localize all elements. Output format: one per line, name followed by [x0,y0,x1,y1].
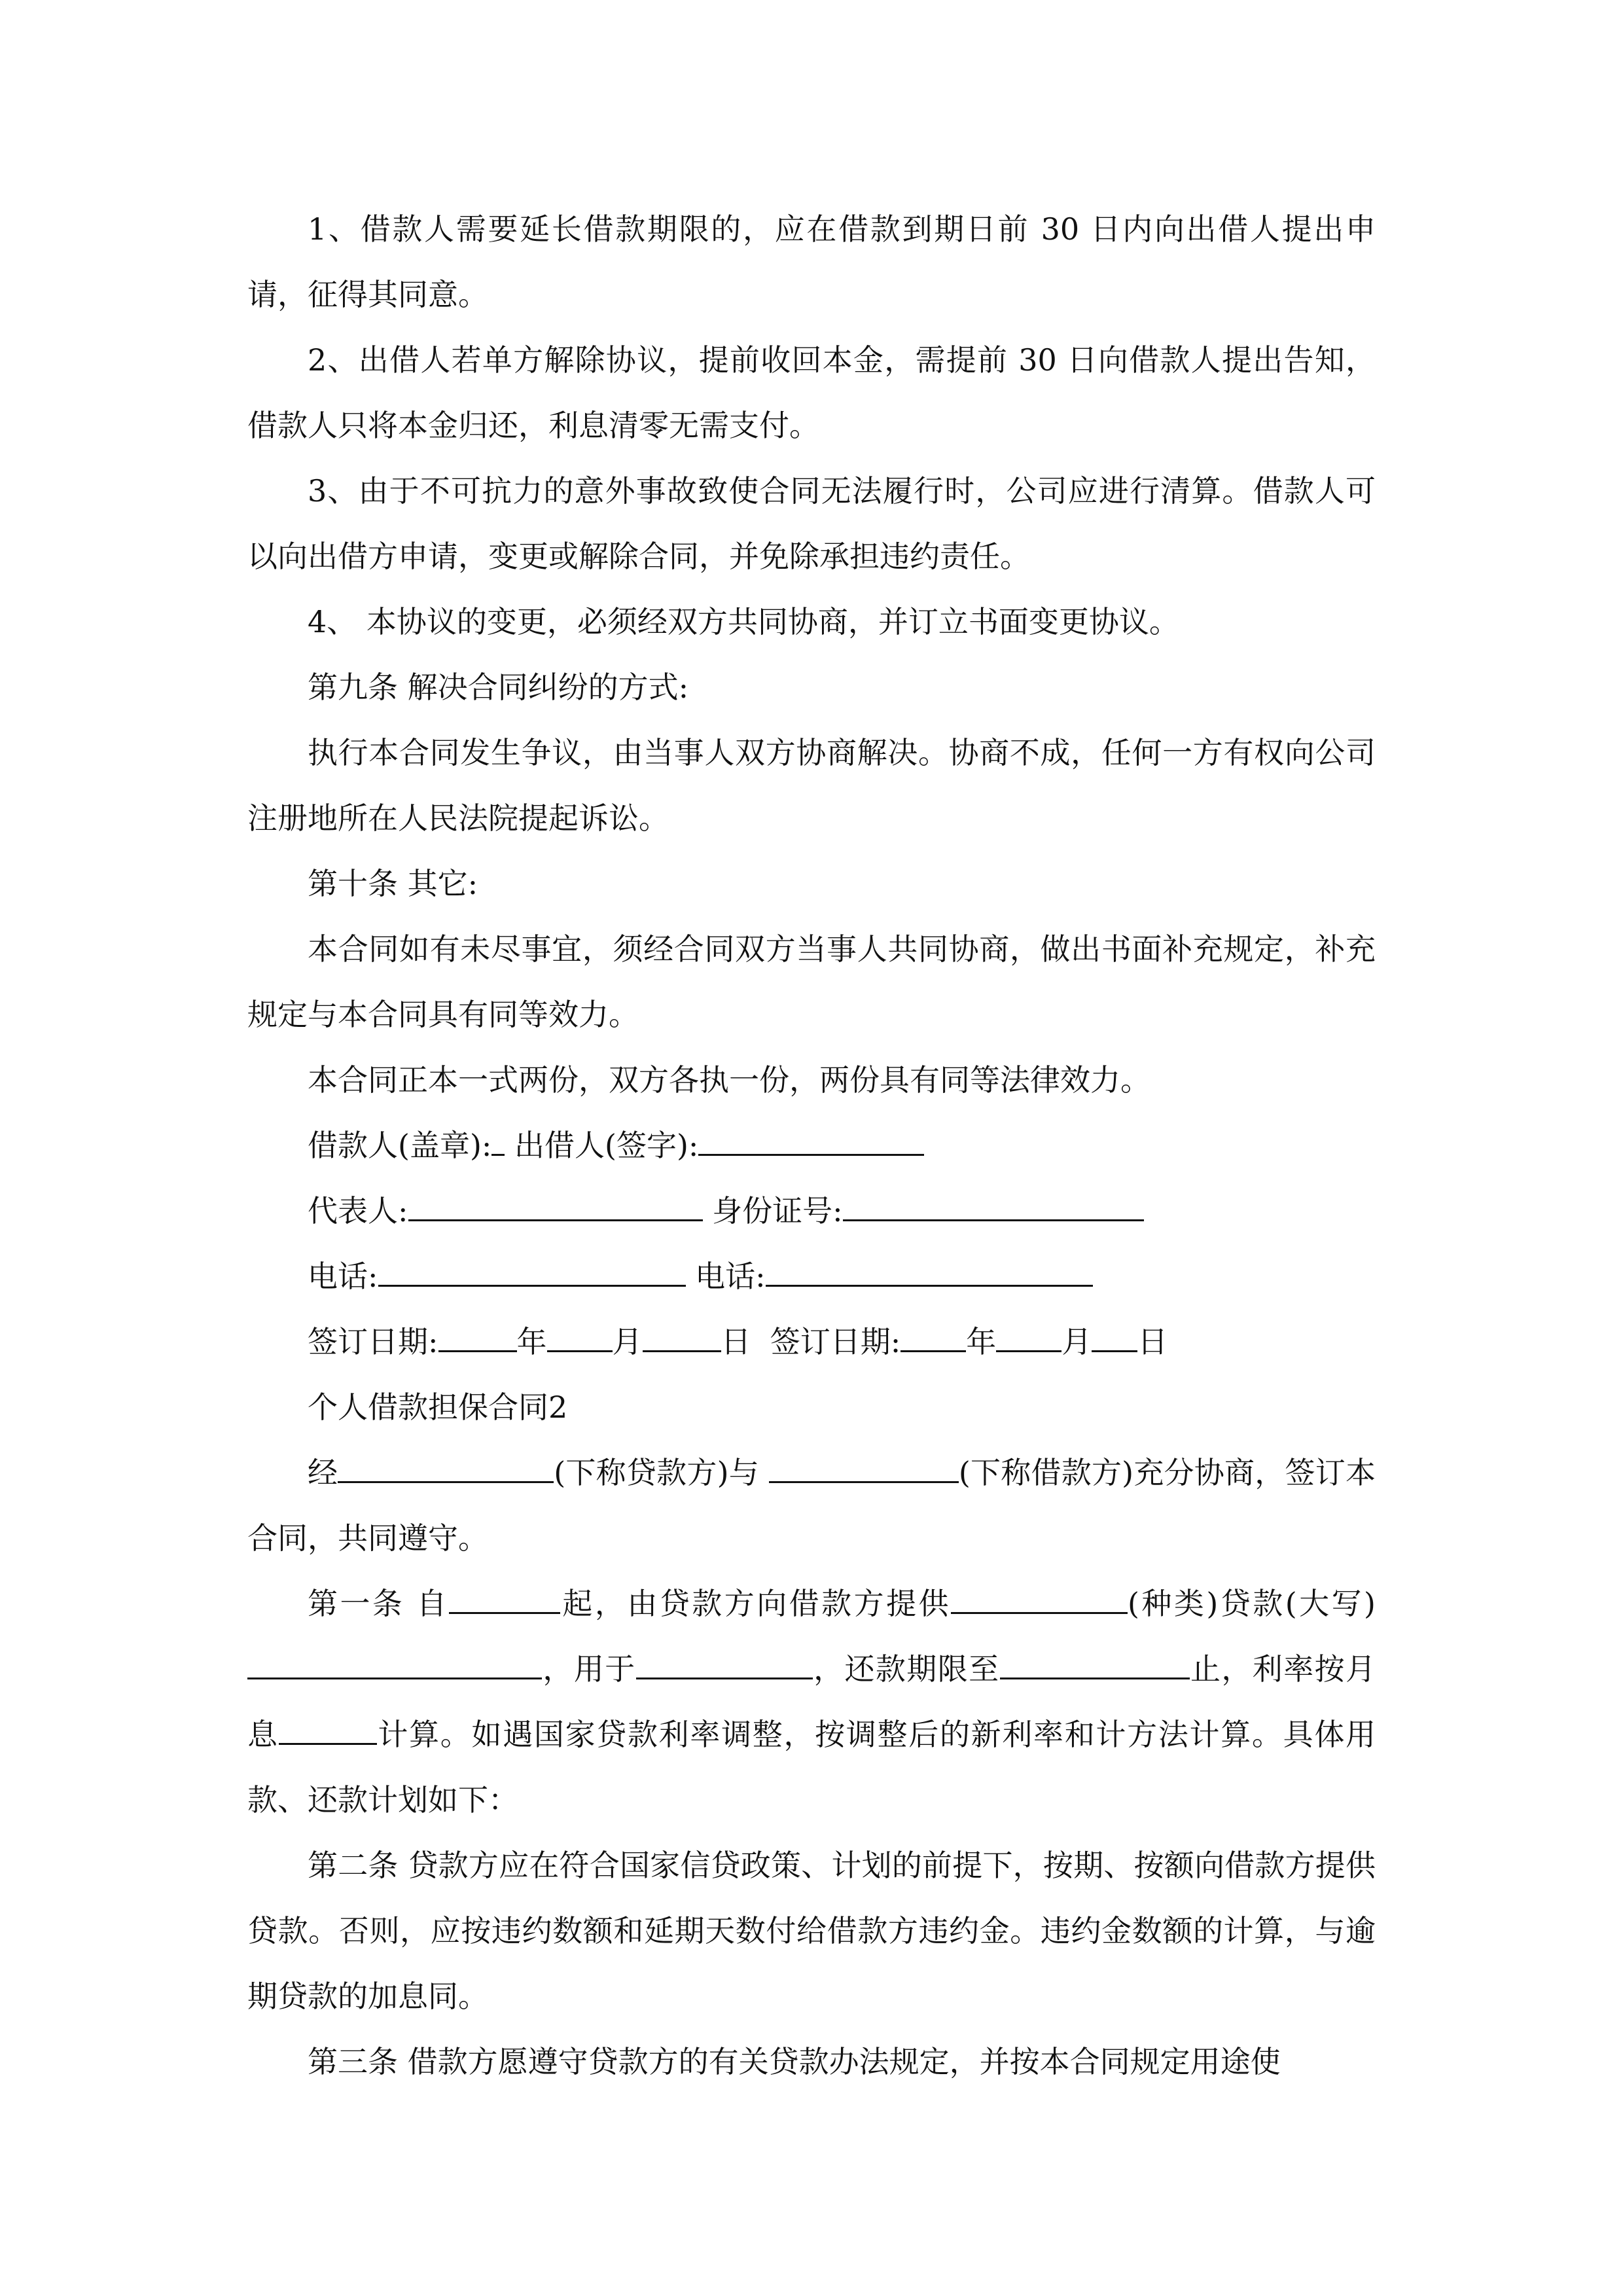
contract-2-title: 个人借款担保合同2 [308,1390,568,1425]
article-9-text: 执行本合同发生争议，由当事人双方协商解决。协商不成，任何一方有权向公司注册地所在人民法院提起诉讼。 [247,735,1376,836]
borrower-name-field[interactable] [769,1455,959,1483]
signature-line-parties [247,1113,1376,1178]
article-1-text-9: 计算。如遇国家贷款利率调整，按调整后的新利率和计方法 [376,1717,1190,1752]
article-1-text-10: 计算。具体用款、还款计划如下： [247,1717,1376,1818]
intro-text-2: (下称贷款方)与 [554,1455,769,1490]
contract-2-intro [247,1440,1376,1571]
intro-text-1: 经 [308,1455,338,1490]
article-10-heading: 第十条 其它: [308,866,478,901]
clause-extension: 1、借款人需要延长借款期限的，应在借款到期日前 30 日内向出借人提出申请，征得其同意。 [247,211,1376,312]
purpose-field[interactable] [636,1651,813,1679]
article-10-text-b: 本合同正本一式两份，双方各执一份，两份具有同等法律效力。 [308,1062,1150,1098]
signature-line-representative [247,1178,1376,1244]
day-label-2: 日 [1137,1324,1168,1359]
sign-date-label-1: 签订日期: [308,1324,438,1359]
year-label-1: 年 [516,1324,547,1359]
clause-termination: 2、出借人若单方解除协议，提前收回本金，需提前 30 日向借款人提出告知，借款人只将本金归还，利息清零无需支付。 [247,342,1376,443]
start-date-field[interactable] [449,1586,560,1614]
clause-force-majeure: 3、由于不可抗力的意外事故致使合同无法履行时，公司应进行清算。借款人可以向出借方申请，变更或解除合同，并免除承担违约责任。 [247,473,1376,574]
month-label-2: 月 [1061,1324,1092,1359]
representative-field[interactable] [408,1193,703,1221]
month-field-2[interactable] [996,1324,1061,1352]
loan-type-field[interactable] [951,1586,1128,1614]
article-10-text-a: 本合同如有未尽事宜，须经合同双方当事人共同协商，做出书面补充规定，补充规定与本合同具有同等效力。 [247,931,1376,1032]
year-field-2[interactable] [901,1324,966,1352]
day-field-2[interactable] [1092,1324,1137,1352]
intro-text-3: (下称借款方)充分协商， [958,1455,1285,1490]
article-1-text-5: ，用于 [542,1651,636,1687]
phone-field-2[interactable] [766,1259,1093,1287]
lender-sign-field[interactable] [698,1128,924,1156]
month-label-1: 月 [612,1324,643,1359]
article-1-text-4: 写) [1331,1586,1376,1621]
article-1-text-7: 止， [1189,1651,1253,1687]
document-body [247,196,1376,2094]
phone-label-2: 电话: [685,1259,766,1294]
article-1-text-1: 第一条 自 [308,1586,449,1621]
article-1-text-3: (种类)贷款(大 [1128,1586,1332,1621]
id-number-field[interactable] [843,1193,1144,1221]
lender-sign-label: 出借人(签字): [505,1128,699,1163]
contract-2-article-1 [247,1571,1376,1833]
article-1-text-8: 利率按月息 [247,1651,1376,1752]
year-field-1[interactable] [438,1324,517,1352]
article-1-text-6: ，还款期限至 [812,1651,1000,1687]
signature-line-date [247,1309,1376,1374]
article-9-heading: 第九条 解决合同纠纷的方式: [308,670,689,705]
intro-text-4: 签订本合同，共同遵守。 [247,1455,1376,1556]
borrower-seal-field[interactable] [491,1128,505,1156]
id-number-label: 身份证号: [702,1193,843,1229]
phone-field-1[interactable] [378,1259,686,1287]
contract-2-article-3: 第三条 借款方愿遵守贷款方的有关贷款办法规定，并按本合同规定用途使 [308,2044,1281,2079]
signature-line-phone [247,1244,1376,1309]
repayment-deadline-field[interactable] [1000,1651,1190,1679]
month-field-1[interactable] [547,1324,613,1352]
lender-name-field[interactable] [338,1455,554,1483]
representative-label: 代表人: [308,1193,408,1229]
article-1-text-2: 起，由贷款方向借款方提供 [560,1586,952,1621]
contract-2-article-2: 第二条 贷款方应在符合国家信贷政策、计划的前提下，按期、按额向借款方提供贷款。否则，应按违约数额和延期天数付给借款方违约金。违约金数额的计算，与逾期贷款的加息同。 [247,1848,1376,2014]
phone-label-1: 电话: [308,1259,378,1294]
amount-in-words-field[interactable] [247,1651,542,1679]
day-field-1[interactable] [643,1324,721,1352]
borrower-seal-label: 借款人(盖章): [308,1128,492,1163]
sign-date-label-2: 签订日期: [760,1324,901,1359]
monthly-rate-field[interactable] [279,1717,377,1745]
day-label-1: 日 [721,1324,761,1359]
year-label-2: 年 [966,1324,997,1359]
clause-amendment: 4、 本协议的变更，必须经双方共同协商，并订立书面变更协议。 [308,604,1179,639]
